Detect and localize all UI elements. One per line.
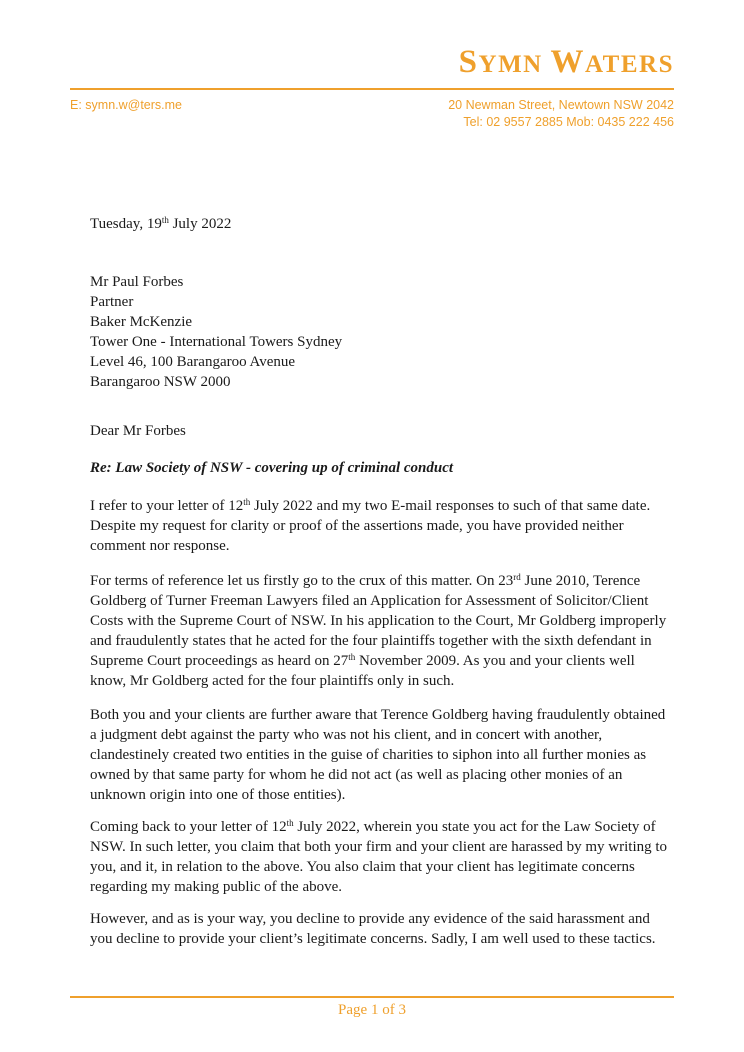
p2-ordinal-1: rd xyxy=(513,572,521,582)
page-number: Page 1 of 3 xyxy=(338,1002,406,1018)
p4-ordinal: th xyxy=(286,818,294,828)
brand-initial-s: S xyxy=(458,44,479,80)
p2-ordinal-2: th xyxy=(348,652,356,662)
recipient-title: Partner xyxy=(90,294,134,310)
p1-ordinal: th xyxy=(243,497,251,507)
recipient-firm: Baker McKenzie xyxy=(90,314,193,330)
letter-date xyxy=(90,214,670,234)
paragraph-3: Both you and your clients are further aware that Terence Goldberg having fraudulently obtained a judgment debt against the party who was not his client, and in concert with another, clandestinely created two entities in the guise of charities to siphon into all further monies as owned by that same party for whom he did not act (as well as placing other monies of an unknown origin into one of those entities). xyxy=(90,707,666,803)
date-month-year: July 2022 xyxy=(168,216,232,232)
recipient-street: Level 46, 100 Barangaroo Avenue xyxy=(90,354,296,370)
date-day: Tuesday, 19 xyxy=(90,216,162,232)
p1-text-a: I refer to your letter of 12 xyxy=(90,498,244,514)
letterhead-address: 20 Newman Street, Newtown NSW 2042 xyxy=(448,98,674,112)
recipient-block xyxy=(90,272,670,392)
p2-text-b: June 2010, Terence Goldberg of Turner Freeman Lawyers filed an Application for Assessment of Solicitor/Client Costs with the Supreme Court of NSW. In his application to the Court, Mr Goldberg improperly and fraudulently states that he acted for the four plaintiffs together with the sixth defendant in Supreme Court proceedings as heard on 27 xyxy=(90,573,667,669)
p4-text-b: July 2022, wherein you state you act for the Law Society of NSW. In such letter, you claim that both your firm and your client are harassed by my writing to you, and it, in relation to the above. You also claim that your client has legitimate concerns regarding my making public of the above. xyxy=(90,819,668,895)
letterhead-phone: Tel: 02 9557 2885 Mob: 0435 222 456 xyxy=(463,115,674,129)
subject-line: Re: Law Society of NSW - covering up of criminal conduct xyxy=(90,460,454,476)
recipient-suburb: Barangaroo NSW 2000 xyxy=(90,374,231,390)
p2-text-a: For terms of reference let us firstly go to the crux of this matter. On 23 xyxy=(90,573,514,589)
paragraph-2 xyxy=(90,571,670,691)
paragraph-5: However, and as is your way, you decline to provide any evidence of the said harassment and you decline to provide your client’s legitimate concerns. Sadly, I am well used to these tactics. xyxy=(90,911,656,947)
paragraph-1 xyxy=(90,496,670,556)
recipient-name: Mr Paul Forbes xyxy=(90,274,184,290)
brand-initial-w: W xyxy=(550,44,585,80)
p1-text-b: July 2022 and my two E-mail responses to such of that same date. Despite my request for clarity or proof of the assertions made, you have provided neither comment nor response. xyxy=(90,498,651,554)
salutation: Dear Mr Forbes xyxy=(90,423,186,439)
paragraph-4 xyxy=(90,817,670,897)
p2-text-c: November 2009. As you and your clients well know, Mr Goldberg acted for the four plaintiffs only in such. xyxy=(90,653,635,689)
footer-rule xyxy=(70,996,674,998)
brand-word-waters: ATERS xyxy=(584,51,674,78)
brand-word-symn: YMN xyxy=(478,51,543,78)
letterhead-contact xyxy=(448,97,674,131)
header-rule xyxy=(70,88,674,90)
p4-text-a: Coming back to your letter of 12 xyxy=(90,819,287,835)
letterhead-brand xyxy=(459,46,674,79)
recipient-building: Tower One - International Towers Sydney xyxy=(90,334,343,350)
letterhead-email: E: symn.w@ters.me xyxy=(70,98,183,112)
date-ordinal: th xyxy=(161,215,169,225)
